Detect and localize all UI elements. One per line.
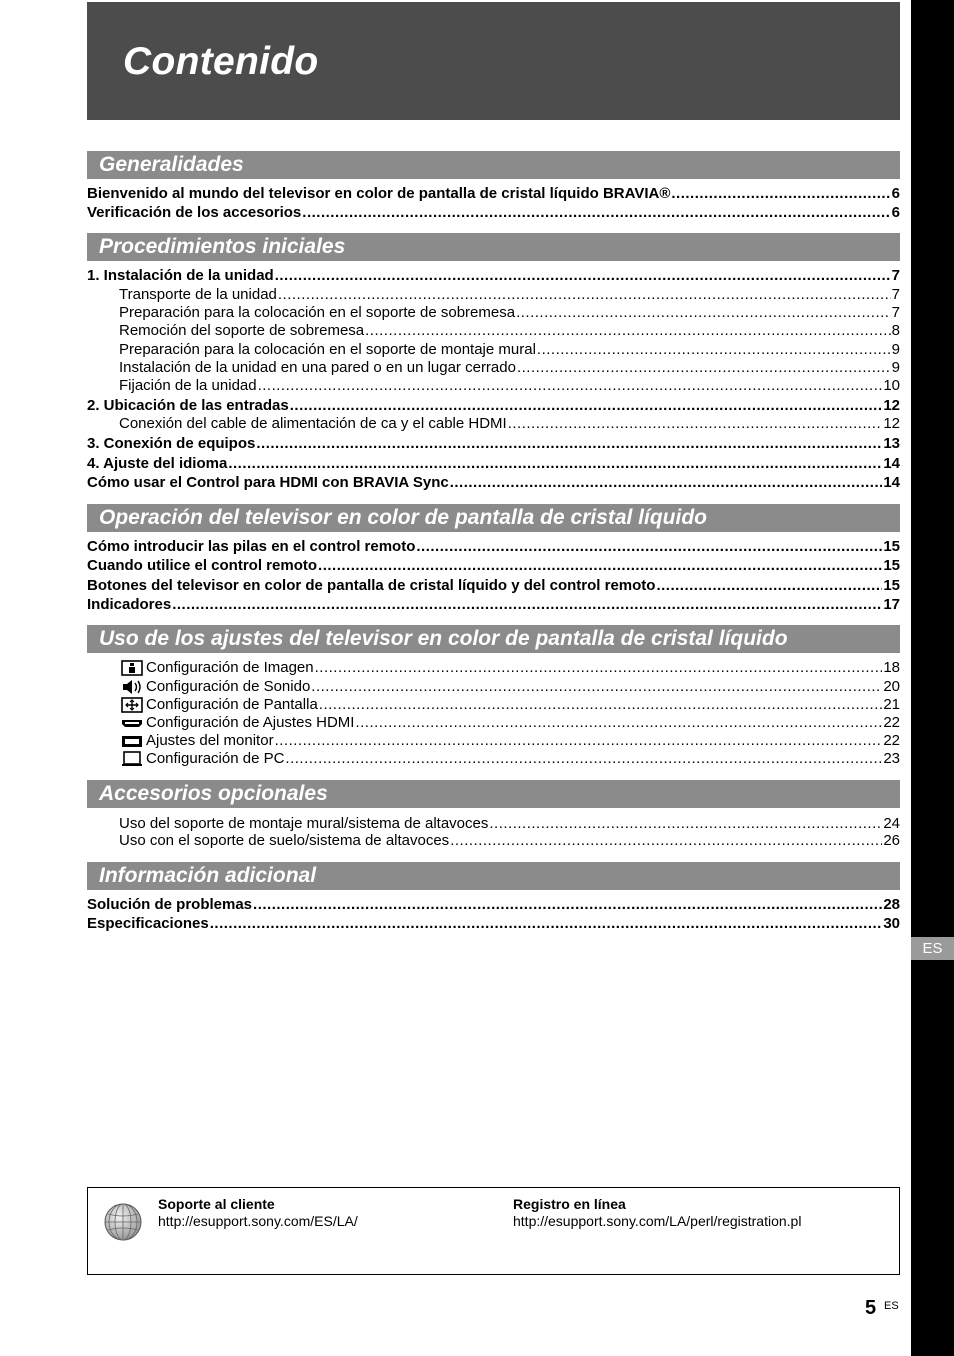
section-header-procedimientos: Procedimientos iniciales [87,233,900,261]
speaker-icon [121,679,143,695]
page-title: Contenido [123,40,319,83]
language-tab: ES [911,937,954,960]
toc-settings-entry[interactable]: Configuración de Ajustes HDMI ..... 22 [146,714,900,732]
toc-settings-entry[interactable]: Configuración de Sonido ..... 20 [146,678,900,696]
toc-settings-entry[interactable]: Ajustes del monitor ..... 22 [146,732,900,750]
support-box [87,1187,900,1275]
section-header-informacion: Información adicional [87,862,900,890]
toc-entry[interactable]: Verificación de los accesorios ..... 6 [87,204,900,222]
section-header-operacion: Operación del televisor en color de pantalla de cristal líquido [87,504,900,532]
toc-entry[interactable]: Bienvenido al mundo del televisor en color de pantalla de cristal líquido BRAVIA® ..... 6 [87,185,900,203]
toc-entry[interactable]: Especificaciones ..... 30 [87,915,900,933]
monitor-icon [121,733,143,749]
toc-settings-entry[interactable]: Configuración de Pantalla ..... 21 [146,696,900,714]
toc-subentry[interactable]: Conexión del cable de alimentación de ca y el cable HDMI ..... 12 [119,415,900,433]
title-banner [87,2,900,120]
toc-entry[interactable]: Cuando utilice el control remoto ..... 15 [87,557,900,575]
toc-entry[interactable]: 2. Ubicación de las entradas ..... 12 [87,397,900,415]
toc-settings-entry[interactable]: Configuración de PC ..... 23 [146,750,900,768]
pc-icon [121,751,143,767]
toc-entry[interactable]: Cómo usar el Control para HDMI con BRAVIA Sync ..... 14 [87,474,900,492]
registration-link[interactable]: http://esupport.sony.com/LA/perl/registration.pl [513,1213,802,1229]
customer-support-link[interactable]: http://esupport.sony.com/ES/LA/ [158,1213,358,1229]
toc-entry[interactable]: 1. Instalación de la unidad ..... 7 [87,267,900,285]
toc-subentry[interactable]: Instalación de la unidad en una pared o en un lugar cerrado ..... 9 [119,359,900,377]
toc-subentry[interactable]: Fijación de la unidad ..... 10 [119,377,900,395]
page-language-suffix: ES [884,1300,899,1312]
picture-icon [121,660,143,676]
hdmi-icon [121,715,143,731]
toc-entry[interactable]: 3. Conexión de equipos ..... 13 [87,435,900,453]
section-header-accesorios: Accesorios opcionales [87,780,900,808]
toc-subentry[interactable]: Uso con el soporte de suelo/sistema de altavoces ..... 26 [119,832,900,850]
toc-subentry[interactable]: Transporte de la unidad ..... 7 [119,286,900,304]
toc-entry[interactable]: Indicadores ..... 17 [87,596,900,614]
online-registration: Registro en línea http://esupport.sony.com/LA/perl/registration.pl [513,1196,802,1229]
section-header-ajustes: Uso de los ajustes del televisor en color de pantalla de cristal líquido [87,625,900,653]
toc-settings-entry[interactable]: Configuración de Imagen ..... 18 [146,659,900,677]
toc-entry[interactable]: 4. Ajuste del idioma ..... 14 [87,455,900,473]
toc-subentry[interactable]: Preparación para la colocación en el soporte de sobremesa ..... 7 [119,304,900,322]
toc-entry[interactable]: Solución de problemas ..... 28 [87,896,900,914]
customer-support: Soporte al cliente http://esupport.sony.com/ES/LA/ [158,1196,358,1229]
toc-subentry[interactable]: Remoción del soporte de sobremesa ..... 8 [119,322,900,340]
side-black-bar [911,0,954,1356]
toc-entry[interactable]: Cómo introducir las pilas en el control remoto ..... 15 [87,538,900,556]
section-header-generalidades: Generalidades [87,151,900,179]
toc-subentry[interactable]: Preparación para la colocación en el soporte de montaje mural ..... 9 [119,341,900,359]
globe-icon [103,1202,143,1242]
page-number: 5 [865,1297,877,1319]
toc-entry[interactable]: Botones del televisor en color de pantalla de cristal líquido y del control remoto ..... 15 [87,577,900,595]
screen-icon [121,697,143,713]
toc-subentry[interactable]: Uso del soporte de montaje mural/sistema de altavoces ..... 24 [119,815,900,833]
